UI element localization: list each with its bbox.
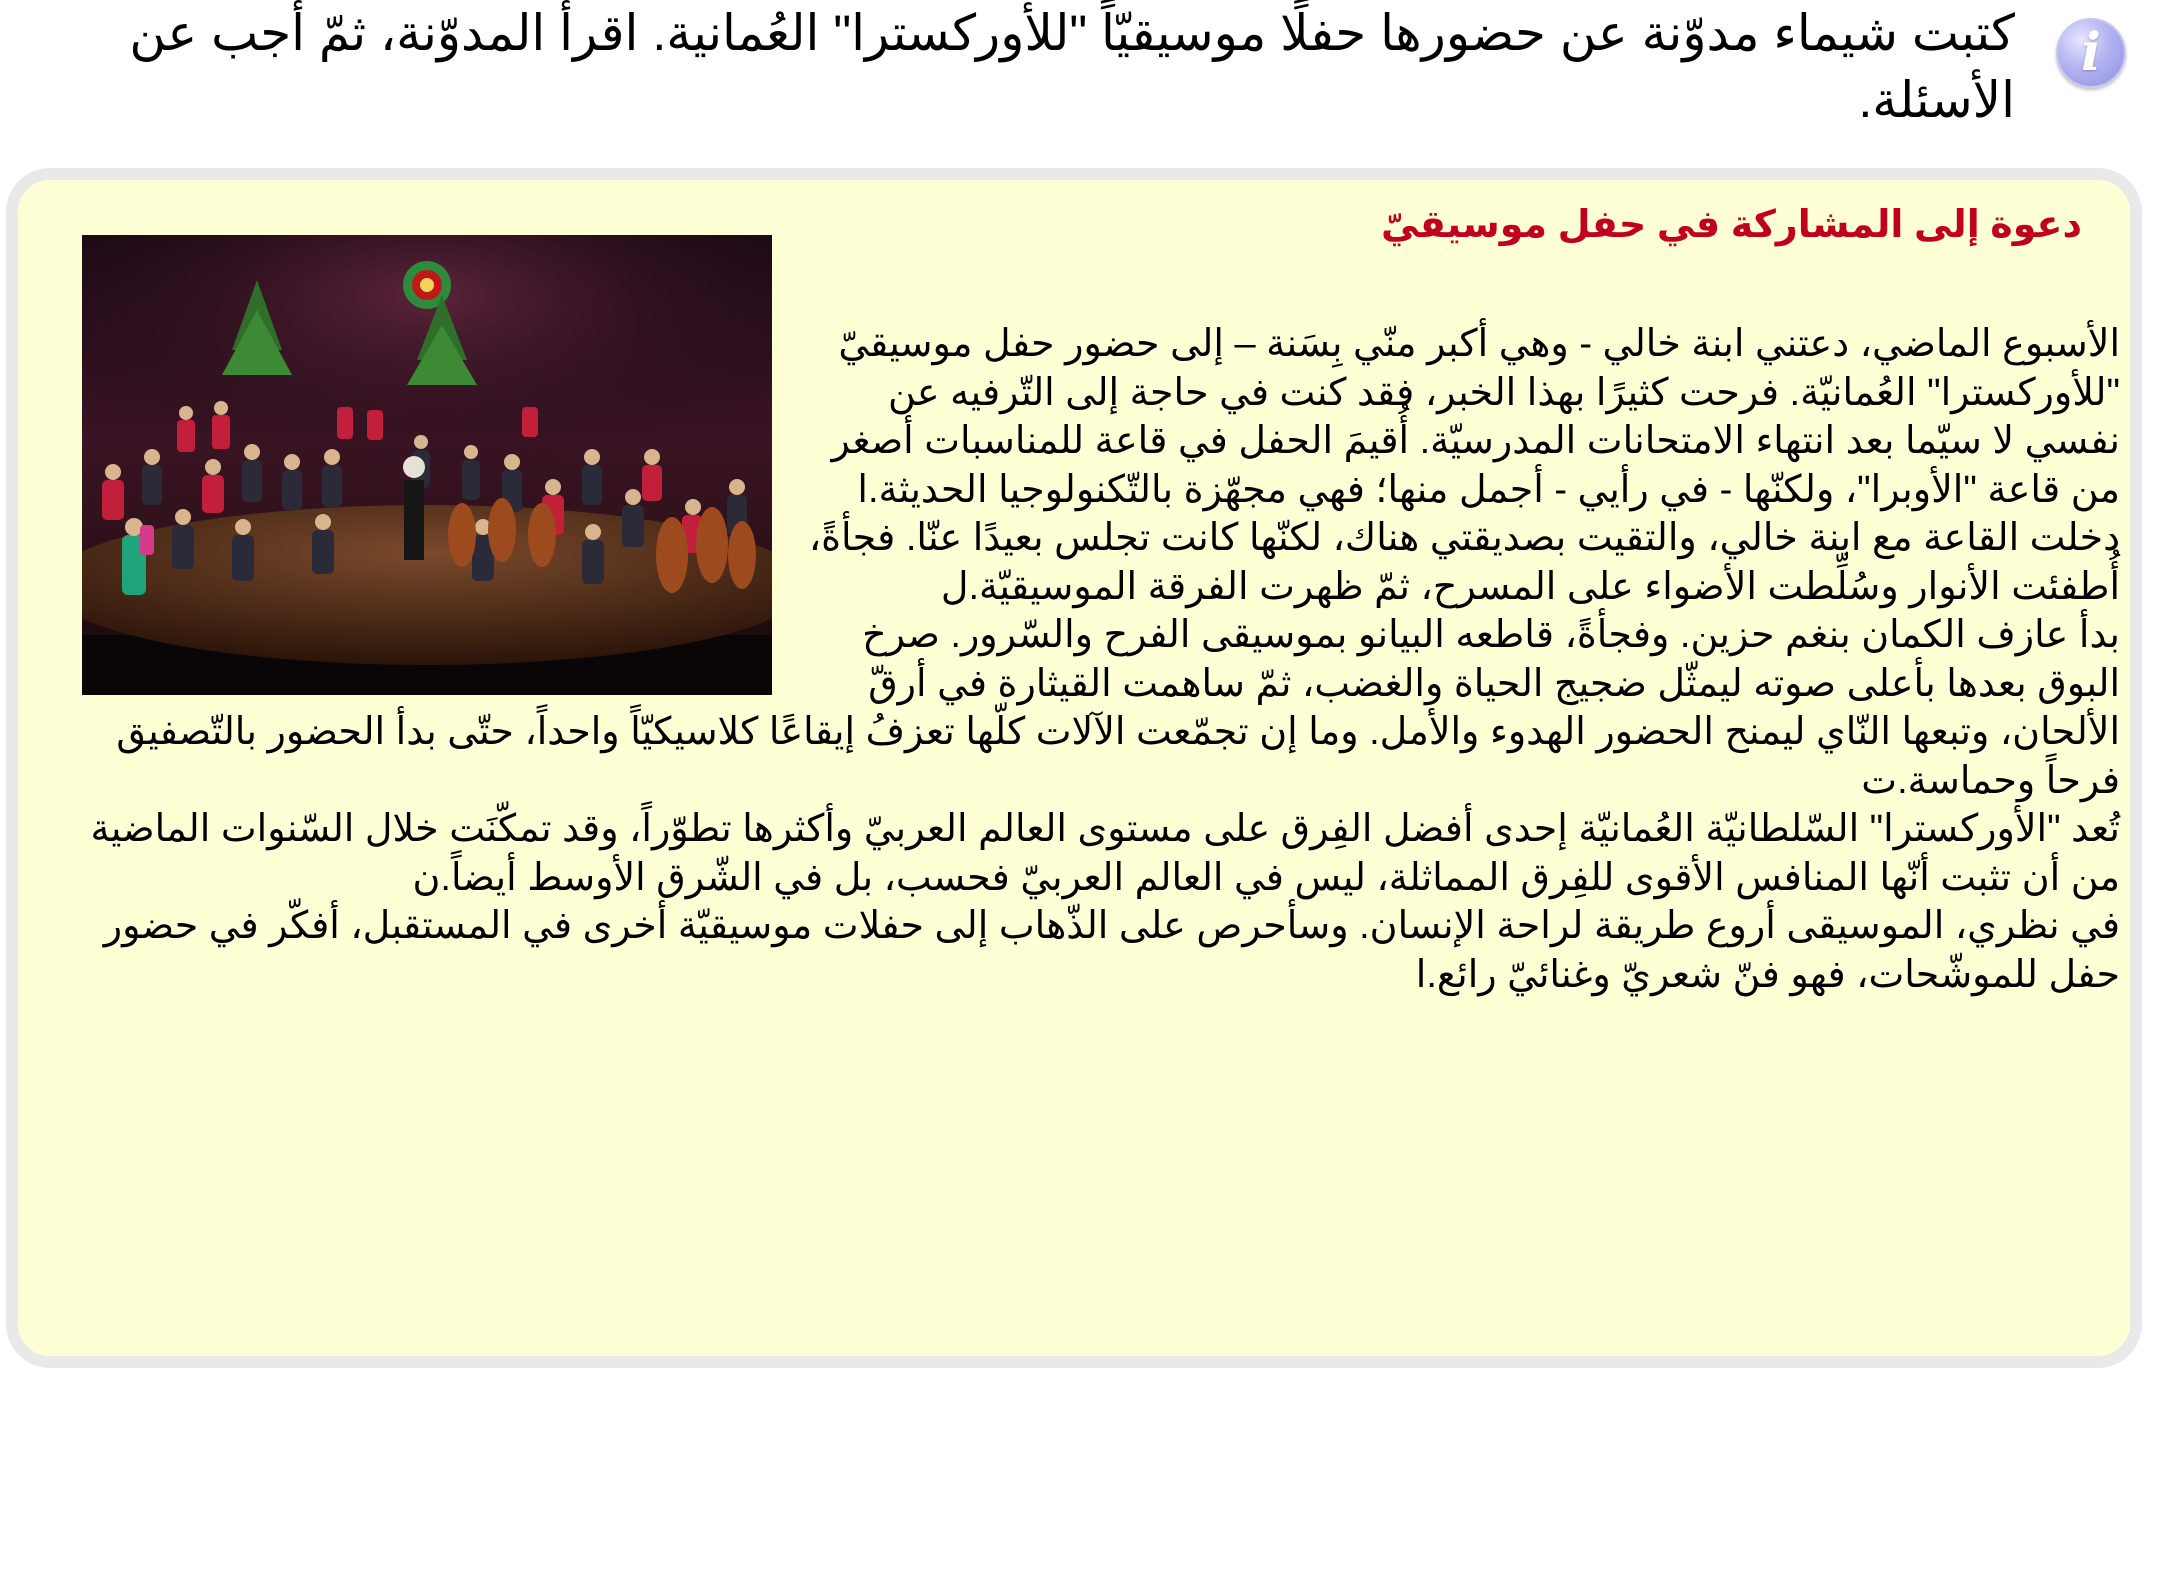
blog-title: دعوة إلى المشاركة في حفل موسيقيّ xyxy=(1381,204,2082,246)
blog-body xyxy=(65,320,2120,999)
blog-paragraph: في نظري، الموسيقى أروع طريقة لراحة الإنسان. وسأحرص على الذّهاب إلى حفلات موسيقيّة أخرى في المستقبل، أفكّر في حضور حفل للموشّحات، فهو فنّ شعريّ وغنائيّ رائع.ا xyxy=(103,905,2120,996)
info-icon-glyph: i xyxy=(2081,22,2101,83)
photo-spacer xyxy=(65,320,790,705)
blog-paragraph: تُعد "الأوركسترا" السّلطانيّة العُمانيّة إحدى أفضل الفِرق على مستوى العالم العربيّ وأكثرها تطوّراً، وقد تمكّنَت خلال السّنوات الماضية من أن تثبت أنّها المنافس الأقوى للفِرق المماثلة، ليس في العالم العربيّ فحسب، بل في الشّرق الأوسط أيضاً.ن xyxy=(90,808,2120,899)
instruction-text: كتبت شيماء مدوّنة عن حضورها حفلًا موسيقيّاً "للأوركسترا" العُمانية. اقرأ المدوّنة، ثمّ أجب عن الأسئلة. xyxy=(129,5,2015,128)
blog-paragraph: الأسبوع الماضي، دعتني ابنة خالي - وهي أكبر منّي بِسَنة – إلى حضور حفل موسيقيّ "للأوركسترا" العُمانيّة. فرحت كثيرًا بهذا الخبر، فقد كنت في حاجة إلى التّرفيه عن نفسي لا سيّما بعد انتهاء الامتحانات المدرسيّة. أُقيمَ الحفل في قاعة للمناسبات أصغر من قاعة "الأوبرا"، ولكنّها - في رأيي - أجمل منها؛ فهي مجهّزة بالتّكنولوجيا الحديثة.ا xyxy=(831,323,2120,511)
blog-paragraph: دخلت القاعة مع ابنة خالي، والتقيت بصديقتي هناك، لكنّها كانت تجلس بعيدًا عنّا. فجأةً، أُطفئت الأنوار وسُلِّطت الأضواء على المسرح، ثمّ ظهرت الفرقة الموسيقيّة.ل xyxy=(808,517,2120,608)
blog-paragraph: بدأ عازف الكمان بنغم حزين. وفجأةً، قاطعه البيانو بموسيقى الفرح والسّرور. صرخ البوق بعدها بأعلى صوته ليمثّل ضجيج الحياة والغضب، ثمّ ساهمت القيثارة في أرقّ الألحان، وتبعها النّاي ليمنح الحضور الهدوء والأمل. وما إن تجمّعت الآلات كلّها تعزفُ إيقاعًا كلاسيكيّاً واحداً، حتّى بدأ الحضور بالتّصفيق فرحاً وحماسة.ت xyxy=(116,614,2120,802)
info-icon[interactable] xyxy=(2056,18,2126,88)
